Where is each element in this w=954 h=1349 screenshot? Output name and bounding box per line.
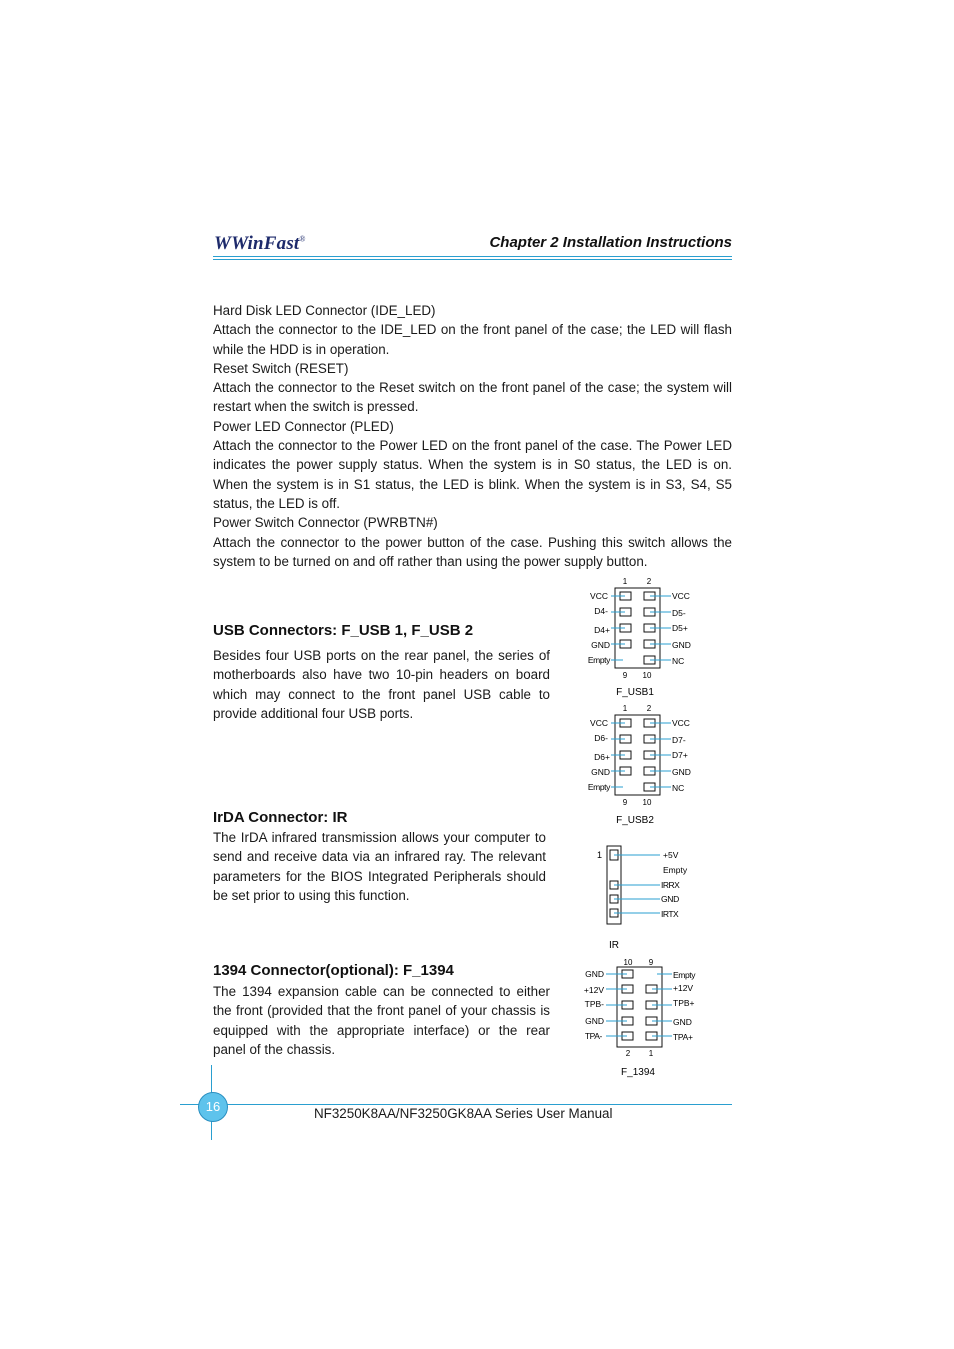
left-label: TPA-: [584, 1031, 602, 1041]
chapter-title: Chapter 2 Installation Instructions: [489, 234, 732, 251]
left-label: Empty: [587, 655, 610, 665]
right-label: GND: [672, 767, 691, 777]
right-label: D5-: [672, 608, 686, 618]
right-label: D5+: [672, 623, 688, 633]
ir-diagram: [590, 840, 700, 955]
page-number-badge: 16: [198, 1092, 228, 1122]
ir-label: Empty: [663, 865, 688, 875]
pin-label-1: 1: [622, 577, 628, 586]
right-label: NC: [672, 656, 685, 666]
pin-label-9: 9: [648, 958, 654, 967]
pled-title: Power LED Connector (PLED): [213, 418, 394, 434]
left-label: D6+: [594, 752, 610, 762]
f-usb1-caption: F_USB1: [616, 687, 654, 698]
left-label: GND: [585, 969, 604, 979]
right-label: GND: [673, 1017, 692, 1027]
left-label: VCC: [590, 591, 608, 601]
f1394-body: [213, 982, 550, 1059]
pwrbtn-title: Power Switch Connector (PWRBTN#): [213, 515, 438, 531]
pin-label-2: 2: [646, 704, 652, 713]
left-label: GND: [591, 767, 610, 777]
pin-label-1: 1: [596, 850, 602, 860]
pin-label-2: 2: [646, 577, 652, 586]
irda-heading: IrDA Connector: IR: [213, 809, 348, 826]
left-label: GND: [591, 640, 610, 650]
ir-caption: IR: [609, 940, 619, 951]
logo-text: WinFast: [231, 233, 300, 254]
right-label: GND: [672, 640, 691, 650]
right-label: VCC: [672, 591, 690, 601]
footer-rule: [180, 1104, 732, 1105]
right-label: D7+: [672, 750, 688, 760]
ir-label: +5V: [663, 850, 679, 860]
pin-label-1: 1: [622, 704, 628, 713]
left-label: TPB-: [584, 999, 604, 1009]
f1394-heading: 1394 Connector(optional): F_1394: [213, 962, 454, 979]
pwrbtn-text: Attach the connector to the power button of the case. Pushing this switch allows the system to be turned on and off rather than using the power supply button.: [213, 534, 732, 569]
right-label: TPB+: [673, 998, 695, 1008]
ide-led-text: Attach the connector to the IDE_LED on the front panel of the case; the LED will flash while the HDD is in operation.: [213, 322, 732, 357]
right-label: +12V: [673, 983, 694, 993]
f-usb2-diagram: [575, 701, 705, 829]
pin-label-10: 10: [623, 958, 633, 967]
ir-label: IRRX: [661, 880, 680, 890]
ide-led-title: Hard Disk LED Connector (IDE_LED): [213, 303, 436, 318]
left-label: D6-: [594, 733, 608, 743]
f1394-body-text: The 1394 expansion cable can be connected to either the front (provided that the front panel of your chassis is equipped with the appropriate interface) or the rear panel of the chassis.: [213, 984, 550, 1057]
manual-title: NF3250K8AA/NF3250GK8AA Series User Manual: [314, 1106, 613, 1121]
ir-label: IRTX: [661, 909, 679, 919]
left-label: GND: [585, 1016, 604, 1026]
usb-body: [213, 646, 550, 723]
right-label: D7-: [672, 735, 686, 745]
pin-label-9: 9: [622, 671, 628, 680]
f-1394-diagram: [575, 954, 705, 1082]
pin-label-2: 2: [625, 1049, 631, 1058]
right-label: TPA+: [673, 1032, 693, 1042]
left-label: VCC: [590, 718, 608, 728]
f-usb2-caption: F_USB2: [616, 815, 654, 826]
left-label: +12V: [583, 985, 604, 995]
logo-registered-mark: ®: [299, 234, 306, 244]
header-rule-bottom: [213, 259, 732, 260]
ir-label: GND: [661, 894, 679, 904]
right-label: Empty: [673, 970, 696, 980]
left-label: Empty: [587, 782, 610, 792]
usb-heading: USB Connectors: F_USB 1, F_USB 2: [213, 622, 474, 639]
left-label: D4-: [594, 606, 608, 616]
usb-body-text: Besides four USB ports on the rear panel, the series of motherboards also have two 10-pin headers on board which may connect to the front panel USB cable to provide additional four USB ports.: [213, 648, 550, 721]
reset-text: Attach the connector to the Reset switch on the front panel of the case; the system will restart when the switch is pressed.: [213, 380, 732, 415]
irda-body-text: The IrDA infrared transmission allows your computer to send and receive data via an infrared ray. The relevant parameters for the BIOS Integrated Peripherals should be set prior to using this function.: [213, 830, 546, 903]
right-label: NC: [672, 783, 685, 793]
winfast-logo: [214, 233, 306, 255]
f-usb1-diagram: [575, 574, 705, 702]
pin-label-10: 10: [642, 671, 652, 680]
f-1394-caption: F_1394: [621, 1067, 655, 1078]
pin-label-1: 1: [648, 1049, 654, 1058]
pled-text: Attach the connector to the Power LED on the front panel of the case. The Power LED indicates the power supply status. When the system is in S0 status, the LED is on. When the system is in S1 status, the LED is blink. When the system is in S3, S4, S5 status, the LED is off.: [213, 438, 732, 511]
header-rule-top: [213, 256, 732, 257]
right-label: VCC: [672, 718, 690, 728]
intro-section: [213, 301, 732, 571]
pin-label-9: 9: [622, 798, 628, 807]
left-label: D4+: [594, 625, 610, 635]
irda-body: [213, 828, 546, 905]
pin-label-10: 10: [642, 798, 652, 807]
logo-mark: W: [214, 233, 232, 254]
reset-title: Reset Switch (RESET): [213, 360, 349, 376]
